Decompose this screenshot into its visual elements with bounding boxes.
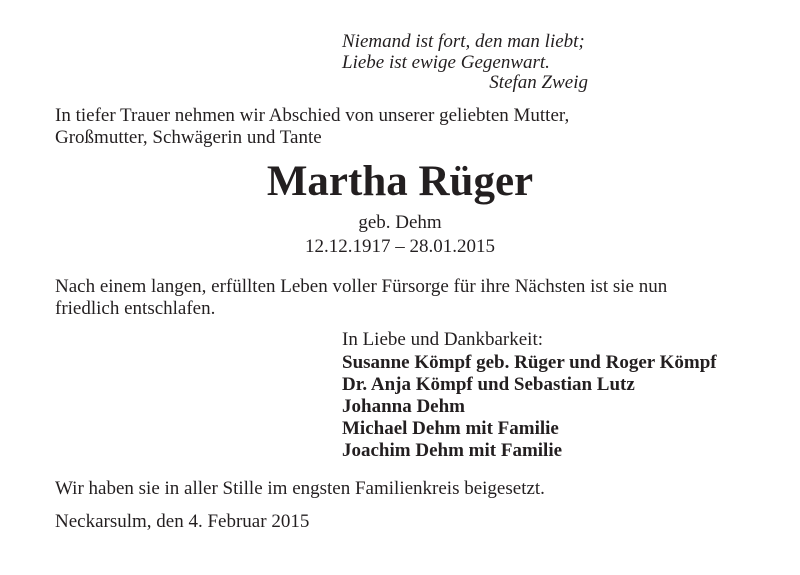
- quote-line: Liebe ist ewige Gegenwart.: [342, 52, 550, 73]
- deceased-name: Martha Rüger: [266, 158, 534, 205]
- message-line: Nach einem langen, erfüllten Leben voller Fürsorge für ihre Nächsten ist sie nun: [55, 276, 668, 297]
- mourner: Dr. Anja Kömpf und Sebastian Lutz: [342, 374, 635, 395]
- message-line: friedlich entschlafen.: [55, 298, 216, 319]
- intro-line: Großmutter, Schwägerin und Tante: [55, 127, 322, 148]
- quote-line: Niemand ist fort, den man liebt;: [342, 31, 585, 52]
- mourners-heading: In Liebe und Dankbarkeit:: [342, 329, 544, 350]
- birth-name: geb. Dehm: [358, 212, 442, 233]
- life-dates: 12.12.1917 – 28.01.2015: [305, 236, 495, 257]
- mourner: Susanne Kömpf geb. Rüger und Roger Kömpf: [342, 352, 717, 373]
- mourner: Johanna Dehm: [342, 396, 465, 417]
- burial-note: Wir haben sie in aller Stille im engsten Familienkreis beigesetzt.: [55, 478, 545, 499]
- mourner: Joachim Dehm mit Familie: [342, 440, 563, 461]
- place-date: Neckarsulm, den 4. Februar 2015: [55, 511, 310, 532]
- intro-line: In tiefer Trauer nehmen wir Abschied von unserer geliebten Mutter,: [55, 105, 570, 126]
- mourner: Michael Dehm mit Familie: [342, 418, 559, 439]
- quote-author: Stefan Zweig: [489, 72, 588, 93]
